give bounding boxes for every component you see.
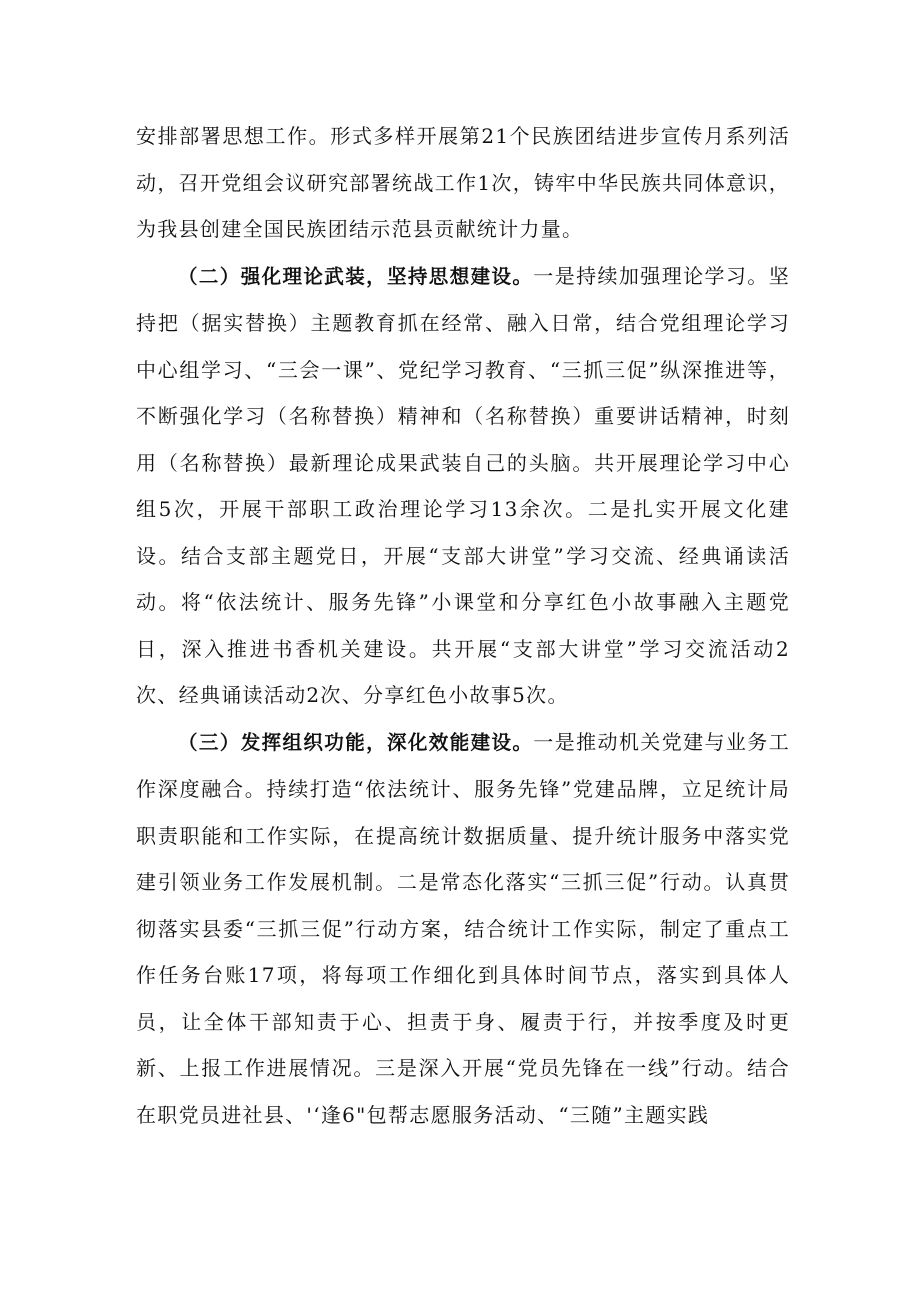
paragraph-theory-study [136,253,790,719]
paragraph-body: 一是推动机关党建与业务工作深度融合。持续打造“依法统计、服务先锋”党建品牌，立足统计局职责职能和工作实际，在提高统计数据质量、提升统计服务中落实党建引领业务工作发展机制。二是常态化落实“三抓三促”行动。认真贯彻落实县委“三抓三促”行动方案，结合统计工作实际，制定了重点工作任务台账17项，将每项工作细化到具体时间节点，落实到具体人员，让全体干部知责于心、担责于身、履责于行，并按季度及时更新、上报工作进展情况。三是深入开展“党员先锋在一线”行动。结合在职党员进社县、'‘逢6"包帮志愿服务活动、“三随”主题实践 [136,729,790,1127]
paragraph-body: 一是持续加强理论学习。坚持把（据实替换）主题教育抓在经常、融入日常，结合党组理论学习中心组学习、“三会一课”、党纪学习教育、“三抓三促”纵深推进等，不断强化学习（名称替换）精神和（名称替换）重要讲话精神，时刻用（名称替换）最新理论成果武装自己的头脑。共开展理论学习中心组5次，开展干部职工政治理论学习13余次。二是扎实开展文化建设。结合支部主题党日，开展“支部大讲堂”学习交流、经典诵读活动。将“依法统计、服务先锋”小课堂和分享红色小故事融入主题党日，深入推进书香机关建设。共开展“支部大讲堂”学习交流活动2次、经典诵读活动2次、分享红色小故事5次。 [136,263,790,707]
document-body [136,113,790,1138]
paragraph-organization-function [136,719,790,1139]
section-heading-2: （二）强化理论武装，坚持思想建设。 [178,264,534,288]
paragraph-continuation [136,113,790,253]
paragraph-body: 安排部署思想工作。形式多样开展第21个民族团结进步宣传月系列活动，召开党组会议研究部署统战工作1次，铸牢中华民族共同体意识，为我县创建全国民族团结示范县贡献统计力量。 [136,124,790,241]
section-heading-3: （三）发挥组织功能，深化效能建设。 [178,730,534,754]
